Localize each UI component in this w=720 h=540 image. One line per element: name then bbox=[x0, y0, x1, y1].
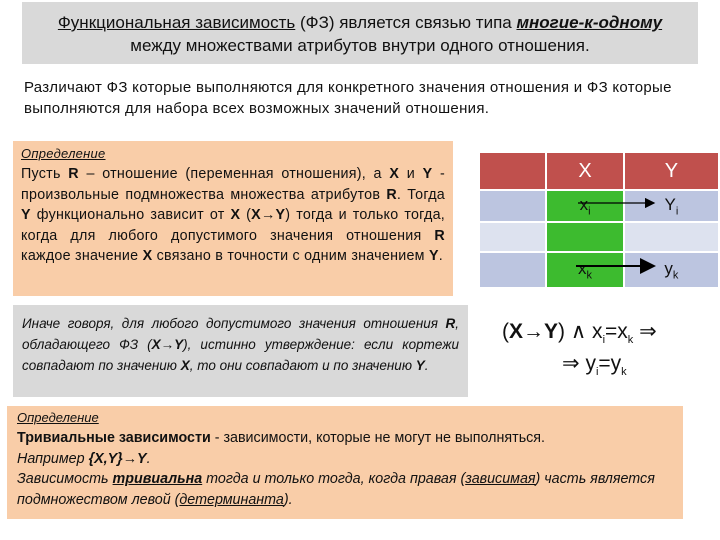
intro-paragraph: Различают ФЗ которые выполняются для конкретного значения отношения и ФЗ которые выполняются для набора всех возможных значений отношения. bbox=[24, 79, 672, 117]
title-text: (ФЗ) является связью типа bbox=[295, 13, 517, 32]
trivial-line-3: Зависимость тривиальна тогда и только тогда, когда правая (зависимая) часть является подмножеством левой (детерминанта). bbox=[17, 471, 655, 508]
definition-body: Пусть R – отношение (переменная отношения), а X и Y - произвольные подмножества множества атрибутов R. Тогда Y функционально зависит от X (X→Y) тогда и только тогда, когда для любого допустимого значения отношения R каждое значение X связано в точности с одним значением Y. bbox=[21, 166, 446, 264]
cell-yk: $y_k$ bbox=[624, 252, 719, 288]
definition-box bbox=[13, 141, 453, 296]
trivial-definition-box bbox=[7, 406, 683, 519]
title-relation-type: многие-к-одному bbox=[516, 13, 663, 32]
cell-xi: $x_i$ bbox=[546, 190, 623, 222]
cell-xk: $x_k$ bbox=[546, 252, 623, 288]
title-text-end: между множествами атрибутов внутри одного отношения. bbox=[130, 36, 590, 55]
definition-label: Определение bbox=[21, 146, 106, 161]
table-row bbox=[479, 252, 719, 288]
explanation-box: Иначе говоря, для любого допустимого значения отношения R, обладающего ФЗ (X→Y), истинно утверждение: если кортежи совпадают по значению X, то они совпадают и по значению Y. bbox=[13, 305, 468, 397]
table-row bbox=[479, 222, 719, 252]
dependency-formula bbox=[488, 313, 712, 385]
trivial-line-2: Например {X,Y}→Y. bbox=[17, 450, 151, 467]
table-header-x: X bbox=[546, 152, 623, 190]
formula-line-1: (X→Y) ∧ $x_i=x_k$ ⇒ bbox=[502, 320, 657, 347]
cell-yi: $Y_i$ bbox=[624, 190, 719, 222]
dependency-table bbox=[478, 151, 720, 289]
table-header-row bbox=[479, 152, 719, 190]
definition-label: Определение bbox=[17, 410, 99, 425]
title-box bbox=[22, 2, 698, 64]
table-header-y: Y bbox=[624, 152, 719, 190]
title-term: Функциональная зависимость bbox=[57, 13, 296, 32]
trivial-line-1: Тривиальные зависимости - зависимости, которые не могут не выполняться. bbox=[17, 430, 546, 446]
table-row bbox=[479, 190, 719, 222]
formula-line-2: ⇒ $y_i=y_k$ bbox=[562, 352, 627, 379]
